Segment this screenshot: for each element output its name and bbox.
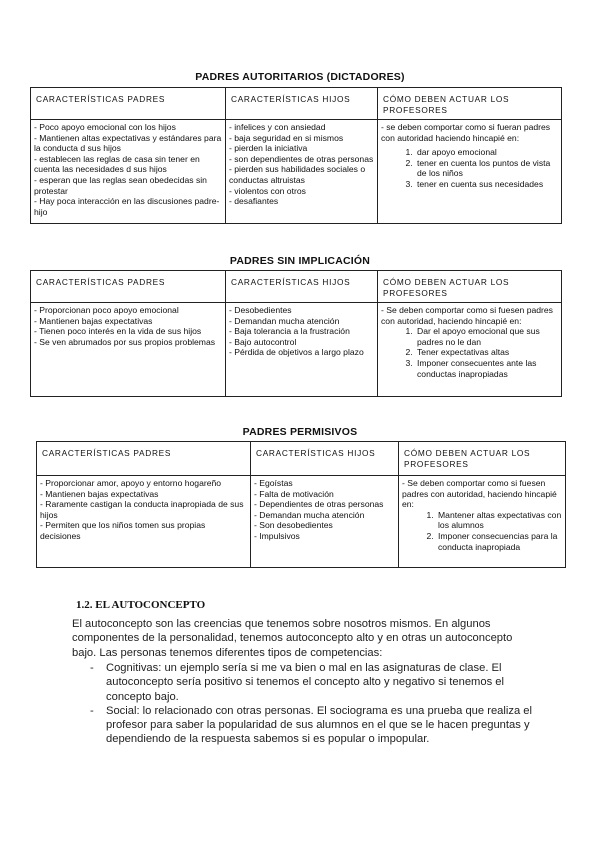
list-item: - esperan que las reglas sean obedecidas sin protestar bbox=[34, 174, 207, 196]
list-item: - infelices y con ansiedad bbox=[229, 122, 326, 132]
list-item: - baja seguridad en si mismos bbox=[229, 132, 344, 143]
section-title-autoritarios: PADRES AUTORITARIOS (DICTADORES) bbox=[195, 71, 405, 83]
cell-profesores bbox=[378, 120, 562, 224]
bullet-dash: - bbox=[90, 662, 94, 674]
list-item: - Hay poca interacción en las discusiones padre-hijo bbox=[34, 196, 220, 217]
list-item: - Desobedientes bbox=[229, 305, 292, 315]
list-item: - violentos con otros bbox=[229, 185, 306, 196]
list-item: 2. Imponer consecuencias para la conducta inapropiada bbox=[436, 531, 562, 552]
section-title-sin-implicacion: PADRES SIN IMPLICACIÓN bbox=[229, 255, 371, 267]
list-item: - Mantienen bajas expectativas bbox=[40, 488, 159, 499]
list-item: - Bajo autocontrol bbox=[229, 336, 297, 347]
table-sin-implicacion bbox=[30, 270, 562, 397]
list-item: - Son desobedientes bbox=[254, 520, 333, 531]
list-item: - Pérdida de objetivos a largo plazo bbox=[229, 347, 364, 358]
list-item: - Demandan mucha atención bbox=[254, 509, 365, 520]
header-caracteristicas-padres: CARACTERÍSTICAS PADRES bbox=[31, 271, 226, 303]
list-item bbox=[72, 661, 532, 704]
table-autoritarios bbox=[30, 87, 562, 224]
list-item: - Proporcionan poco apoyo emocional bbox=[34, 305, 179, 315]
autoconcepto-paragraph: El autoconcepto son las creencias que tenemos sobre nosotros mismos. En algunos componentes de la personalidad, tenemos autoconcepto alto y en otras un autoconcepto bajo. Las personas tenemos diferentes tipos de competencias: bbox=[72, 618, 513, 659]
cell-profesores bbox=[399, 476, 566, 568]
list-item: - Baja tolerancia a la frustración bbox=[229, 326, 350, 337]
section-title-permisivos: PADRES PERMISIVOS bbox=[242, 426, 358, 438]
numbered-list bbox=[381, 326, 558, 379]
numbered-list bbox=[381, 147, 558, 189]
header-caracteristicas-hijos: CARACTERÍSTICAS HIJOS bbox=[226, 271, 378, 303]
list-item: 2. Tener expectativas altas bbox=[415, 347, 558, 358]
list-item: - Permiten que los niños tomen sus propias decisiones bbox=[40, 520, 206, 541]
header-caracteristicas-padres: CARACTERÍSTICAS PADRES bbox=[31, 88, 226, 120]
section-heading-autoconcepto: 1.2. EL AUTOCONCEPTO bbox=[76, 599, 206, 611]
list-item: 2. tener en cuenta los puntos de vista de los niños bbox=[415, 158, 558, 179]
list-item bbox=[72, 704, 532, 747]
cell-padres bbox=[31, 303, 226, 397]
list-item: - Raramente castigan la conducta inapropiada de sus hijos bbox=[40, 499, 244, 520]
cell-hijos bbox=[251, 476, 399, 568]
list-item: - establecen las reglas de casa sin tener en cuenta las necesidades d sus hijos bbox=[34, 153, 200, 175]
cell-padres bbox=[37, 476, 251, 568]
list-item: - Impulsivos bbox=[254, 530, 300, 541]
list-item: - Falta de motivación bbox=[254, 488, 334, 499]
header-como-actuar: CÓMO DEBEN ACTUAR LOS PROFESORES bbox=[378, 271, 562, 303]
list-item: - Se ven abrumados por sus propios problemas bbox=[34, 336, 216, 347]
header-como-actuar: CÓMO DEBEN ACTUAR LOS PROFESORES bbox=[378, 88, 562, 120]
list-item: - Poco apoyo emocional con los hijos bbox=[34, 122, 176, 132]
cell-hijos bbox=[226, 303, 378, 397]
table-permisivos bbox=[36, 441, 566, 568]
intro-text: - Se deben comportar como si fuesen padres con autoridad, haciendo hincapié en: bbox=[381, 305, 553, 326]
cell-hijos bbox=[226, 120, 378, 224]
list-item: - son dependientes de otras personas bbox=[229, 153, 374, 164]
list-item: - Mantienen altas expectativas y estándares para la conducta d sus hijos bbox=[34, 132, 222, 154]
list-item: - Egoístas bbox=[254, 478, 293, 488]
list-item: 1. Dar el apoyo emocional que sus padres no le dan bbox=[415, 326, 558, 347]
list-item: 1. dar apoyo emocional bbox=[415, 147, 558, 158]
header-como-actuar: CÓMO DEBEN ACTUAR LOS PROFESORES bbox=[399, 442, 566, 476]
list-item: - pierden la iniciativa bbox=[229, 143, 308, 154]
intro-text: - se deben comportar como si fueran padres con autoridad haciendo hincapié en: bbox=[381, 122, 551, 143]
competencias-list bbox=[72, 661, 532, 747]
list-item: - Mantienen bajas expectativas bbox=[34, 315, 153, 326]
list-item: - Demandan mucha atención bbox=[229, 315, 340, 326]
list-item-text: Cognitivas: un ejemplo sería si me va bien o mal en las asignaturas de clase. El autoconcepto sería positivo si tenemos el concepto alto y negativo si tenemos el concepto bajo. bbox=[106, 662, 505, 703]
bullet-dash: - bbox=[90, 704, 94, 717]
cell-profesores bbox=[378, 303, 562, 397]
list-item: - pierden sus habilidades sociales o conductas altruistas bbox=[229, 164, 366, 185]
header-caracteristicas-padres: CARACTERÍSTICAS PADRES bbox=[37, 442, 251, 476]
list-item-text: Social: lo relacionado con otras personas. El sociograma es una prueba que realiza el profesor para saber la popularidad de sus alumnos en el que se le hacen preguntas y dependiendo de la respuesta sabemos si es popular o impopular. bbox=[106, 704, 532, 746]
list-item: 3. tener en cuenta sus necesidades bbox=[415, 179, 558, 190]
list-item: - Tienen poco interés en la vida de sus hijos bbox=[34, 326, 202, 337]
header-caracteristicas-hijos: CARACTERÍSTICAS HIJOS bbox=[226, 88, 378, 120]
list-item: - Proporcionar amor, apoyo y entorno hogareño bbox=[40, 478, 222, 488]
cell-padres bbox=[31, 120, 226, 224]
list-item: - Dependientes de otras personas bbox=[254, 499, 384, 510]
list-item: - desafiantes bbox=[229, 196, 279, 207]
header-caracteristicas-hijos: CARACTERÍSTICAS HIJOS bbox=[251, 442, 399, 476]
list-item: 1. Mantener altas expectativas con los alumnos bbox=[436, 510, 562, 531]
intro-text: - Se deben comportar como si fuesen padres con autoridad, haciendo hincapié en: bbox=[402, 478, 557, 510]
numbered-list bbox=[402, 510, 562, 552]
list-item: 3. Imponer consecuentes ante las conductas inapropiadas bbox=[415, 358, 558, 379]
